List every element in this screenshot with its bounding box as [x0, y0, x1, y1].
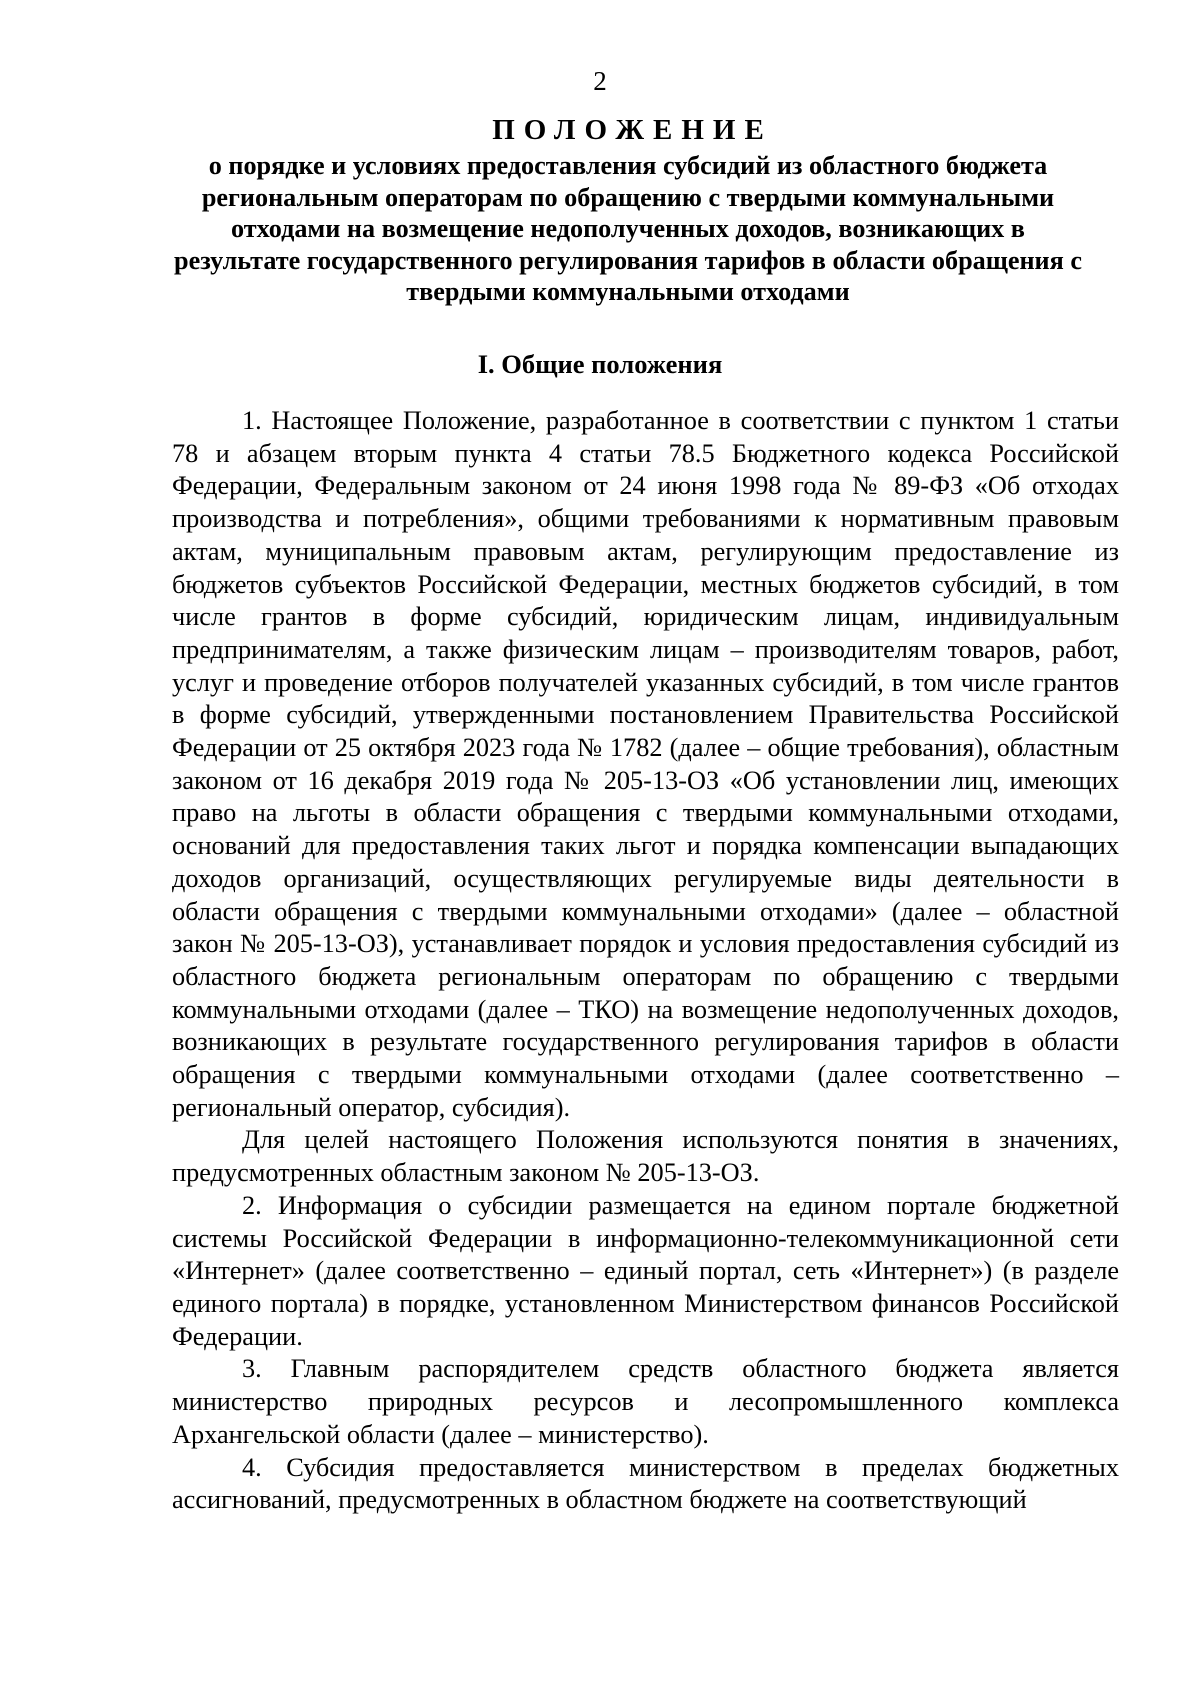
paragraph-2: 2. Информация о субсидии размещается на едином портале бюджетной системы Российской Федерации в информационно-телекоммуникационной сети «Интернет» (далее соответственно – единый портал, сеть «Интернет») (в разделе единого портала) в порядке, установленном Министерством финансов Российской Федерации.	[172, 1190, 1119, 1351]
paragraph-definitions: Для целей настоящего Положения используются понятия в значениях, предусмотренных областным законом № 205-13-ОЗ.	[172, 1125, 1119, 1188]
section-body	[172, 405, 1119, 1517]
paragraph-1: 1. Настоящее Положение, разработанное в соответствии с пунктом 1 статьи 78 и абзацем вторым пункта 4 статьи 78.5 Бюджетного кодекса Российской Федерации, Федеральным законом от 24 июня 1998 года № 89-ФЗ «Об отходах производства и потребления», общими требованиями к нормативным правовым актам, муниципальным правовым актам, регулирующим предоставление из бюджетов субъектов Российской Федерации, местных бюджетов субсидий, в том числе грантов в форме субсидий, юридическим лицам, индивидуальным предпринимателям, а также физическим лицам – производителям товаров, работ, услуг и проведение отборов получателей указанных субсидий, в том числе грантов в форме субсидий, утвержденными постановлением Правительства Российской Федерации от 25 октября 2023 года № 1782 (далее – общие требования), областным законом от 16 декабря 2019 года № 205-13-ОЗ «Об установлении лиц, имеющих право на льготы в области обращения с твердыми коммунальными отходами, оснований для предоставления таких льгот и порядка компенсации выпадающих доходов организаций, осуществляющих регулируемые виды деятельности в области обращения с твердыми коммунальными отходами» (далее – областной закон № 205-13-ОЗ), устанавливает порядок и условия предоставления субсидий из областного бюджета региональным операторам по обращению с твердыми коммунальными отходами (далее – ТКО) на возмещение недополученных доходов, возникающих в результате государственного регулирования тарифов в области обращения с твердыми коммунальными отходами (далее соответственно – региональный оператор, субсидия).	[172, 406, 1119, 1122]
document-subtitle: о порядке и условиях предоставления субсидий из областного бюджета региональным операторам по обращению с твердыми коммунальными отходами на возмещение недополученных доходов, возникающих в результате государственного регулирования тарифов в области обращения с твердыми коммунальными отходами	[174, 151, 1082, 306]
paragraph-3: 3. Главным распорядителем средств областного бюджета является министерство природных ресурсов и лесопромышленного комплекса Архангельской области (далее – министерство).	[172, 1354, 1119, 1449]
document-title: ПОЛОЖЕНИЕ	[492, 114, 773, 146]
page-number: 2	[593, 66, 607, 96]
paragraph-4: 4. Субсидия предоставляется министерством в пределах бюджетных ассигнований, предусмотренных в областном бюджете на соответствующий	[172, 1452, 1119, 1515]
document-title-block	[170, 111, 1086, 308]
section-heading: I. Общие положения	[477, 349, 723, 379]
